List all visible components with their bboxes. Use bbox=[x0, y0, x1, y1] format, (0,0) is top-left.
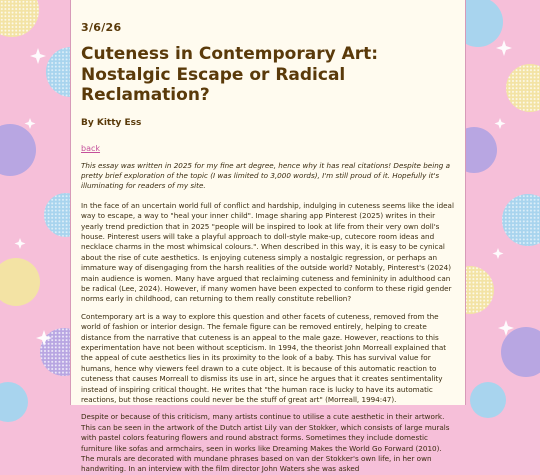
body-paragraph-2: Contemporary art is a way to explore this question and other facets of cuteness, removed from the world of fashion or interior design. The female figure can be removed entirely, helping to create distance from the narrative that cuteness is an appeal to the male gaze. However, reactions to this experimentation have not been without scepticism. In 1994, the theorist John Morreall explained that the appeal of cute aesthetics lies in its proximity to the look of a baby. This has survival value for humans, hence why viewers feel drawn to a cute object. It is because of this automatic reaction to cuteness that causes Morreall to dismiss its use in art, since he argues that it creates sentimentality instead of inspiring critical thought. He writes that "the human race is lucky to have its automatic reactions, but those reactions could never be the stuff of great art" (Morreall, 1994:47). bbox=[81, 311, 447, 405]
intro-note: This essay was written in 2025 for my fine art degree, hence why it has real citations! Despite being a pretty brief exploration of the topic (I was limited to 3,000 words), I'm still proud of it. Hopefully it's illuminating for readers of my site. bbox=[81, 160, 451, 191]
author-byline: By Kitty Ess bbox=[81, 117, 142, 128]
article-title: Cuteness in Contemporary Art: Nostalgic Escape or Radical Reclamation? bbox=[81, 44, 379, 105]
body-paragraph-3: Despite or because of this criticism, many artists continue to utilise a cute aesthetic in their artwork. This can be seen in the artwork of the Dutch artist Lily van der Stokker, which consists of large murals with pastel colors featuring flowers and round abstract forms. Sometimes they include domestic furniture like sofas and armchairs, seen in works like Dreaming Makes the World Go Forward (2010). The murals are decorated with mundane phrases based on van der Stokker's own life, in her own handwriting. In an interview with the film director John Waters she was asked bbox=[81, 412, 450, 474]
article-page bbox=[70, 0, 466, 474]
back-link[interactable]: back bbox=[81, 143, 101, 153]
post-date: 3/6/26 bbox=[81, 21, 122, 34]
body-paragraph-1: In the face of an uncertain world full of conflict and hardship, indulging in cuteness seems like the ideal way to escape, a way to "heal your inner child". Image sharing app Pinterest (2025) writes in their yearly trend prediction that in 2025 "people will be inspired to look at life from their very own doll's house. Pinterest users will take a playful approach to doll-style make-up, cutecore room ideas and necklace charms in the most whimsical colours.". When described in this way, it is easy to be cynical about the rise of cute aesthetics. Is enjoying cuteness simply a nostalgic regression, or perhaps an immature way of disengaging from the harsh realities of the outside world? Notably, Pinterest's (2024) main audience is women. Many have argued that reclaiming cuteness and femininity in adulthood can be radical (Lee, 2024). However, if many women have been expected to conform to these rigid gender norms early in childhood, can returning to them really constitute rebellion? bbox=[81, 200, 454, 304]
